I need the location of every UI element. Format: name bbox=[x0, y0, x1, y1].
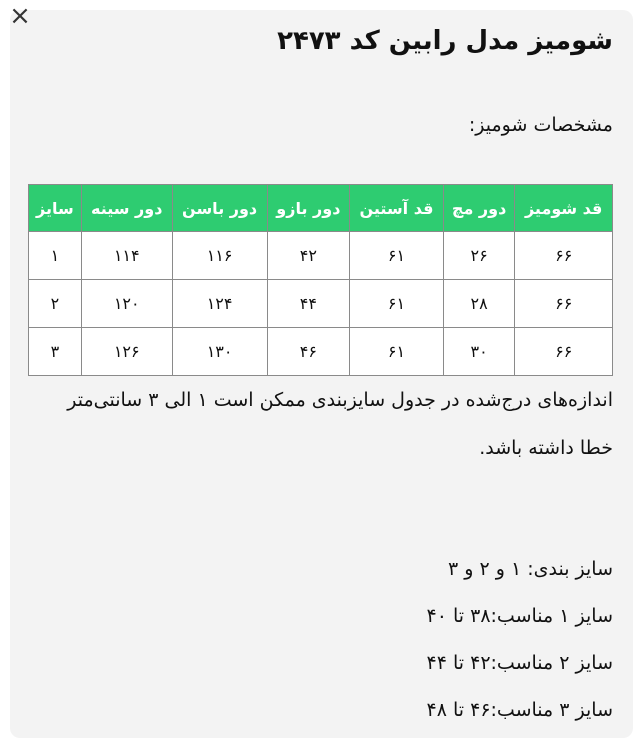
table-cell: ۴۶ bbox=[267, 328, 350, 376]
table-row bbox=[29, 328, 613, 376]
header-arm: دور بازو bbox=[267, 185, 350, 232]
table-cell: ۶۶ bbox=[515, 280, 613, 328]
table-cell: ۶۶ bbox=[515, 232, 613, 280]
table-cell: ۱۲۰ bbox=[81, 280, 172, 328]
header-wrist: دور مچ bbox=[443, 185, 515, 232]
table-cell: ۲۸ bbox=[443, 280, 515, 328]
close-icon: × bbox=[9, 1, 31, 31]
close-button[interactable] bbox=[6, 2, 34, 30]
page-title: شومیز مدل رابین کد ۲۴۷۳ bbox=[277, 26, 613, 56]
table-cell: ۱۱۴ bbox=[81, 232, 172, 280]
size-table bbox=[28, 184, 613, 376]
sizing-summary: سایز بندی: ۱ و ۲ و ۳ bbox=[447, 558, 613, 580]
table-cell: ۶۱ bbox=[350, 280, 444, 328]
table-cell: ۳۰ bbox=[443, 328, 515, 376]
size-1-fit: سایز ۱ مناسب:۳۸ تا ۴۰ bbox=[426, 605, 613, 627]
table-row bbox=[29, 280, 613, 328]
size-2-fit: سایز ۲ مناسب:۴۲ تا ۴۴ bbox=[426, 652, 613, 674]
table-cell: ۶۱ bbox=[350, 328, 444, 376]
table-row bbox=[29, 232, 613, 280]
table-cell: ۴۲ bbox=[267, 232, 350, 280]
product-info-card bbox=[10, 10, 633, 738]
table-cell: ۶۱ bbox=[350, 232, 444, 280]
table-cell: ۲ bbox=[29, 280, 82, 328]
size-accuracy-note: اندازه‌های درج‌شده در جدول سایزبندی ممکن است ۱ الی ۳ سانتی‌متر خطا داشته باشد. bbox=[67, 389, 613, 459]
table-cell: ۱۲۶ bbox=[81, 328, 172, 376]
table-cell: ۱۳۰ bbox=[172, 328, 267, 376]
header-chest: دور سینه bbox=[81, 185, 172, 232]
table-cell: ۱۱۶ bbox=[172, 232, 267, 280]
header-top-length: قد شومیز bbox=[515, 185, 613, 232]
table-cell: ۴۴ bbox=[267, 280, 350, 328]
header-hip: دور باسن bbox=[172, 185, 267, 232]
size-3-fit: سایز ۳ مناسب:۴۶ تا ۴۸ bbox=[426, 699, 613, 721]
table-cell: ۲۶ bbox=[443, 232, 515, 280]
size-table-header-row bbox=[29, 185, 613, 232]
table-cell: ۱ bbox=[29, 232, 82, 280]
specs-heading: مشخصات شومیز: bbox=[468, 114, 613, 136]
table-cell: ۳ bbox=[29, 328, 82, 376]
table-cell: ۱۲۴ bbox=[172, 280, 267, 328]
header-sleeve-length: قد آستین bbox=[350, 185, 444, 232]
header-size: سایز bbox=[29, 185, 82, 232]
table-cell: ۶۶ bbox=[515, 328, 613, 376]
